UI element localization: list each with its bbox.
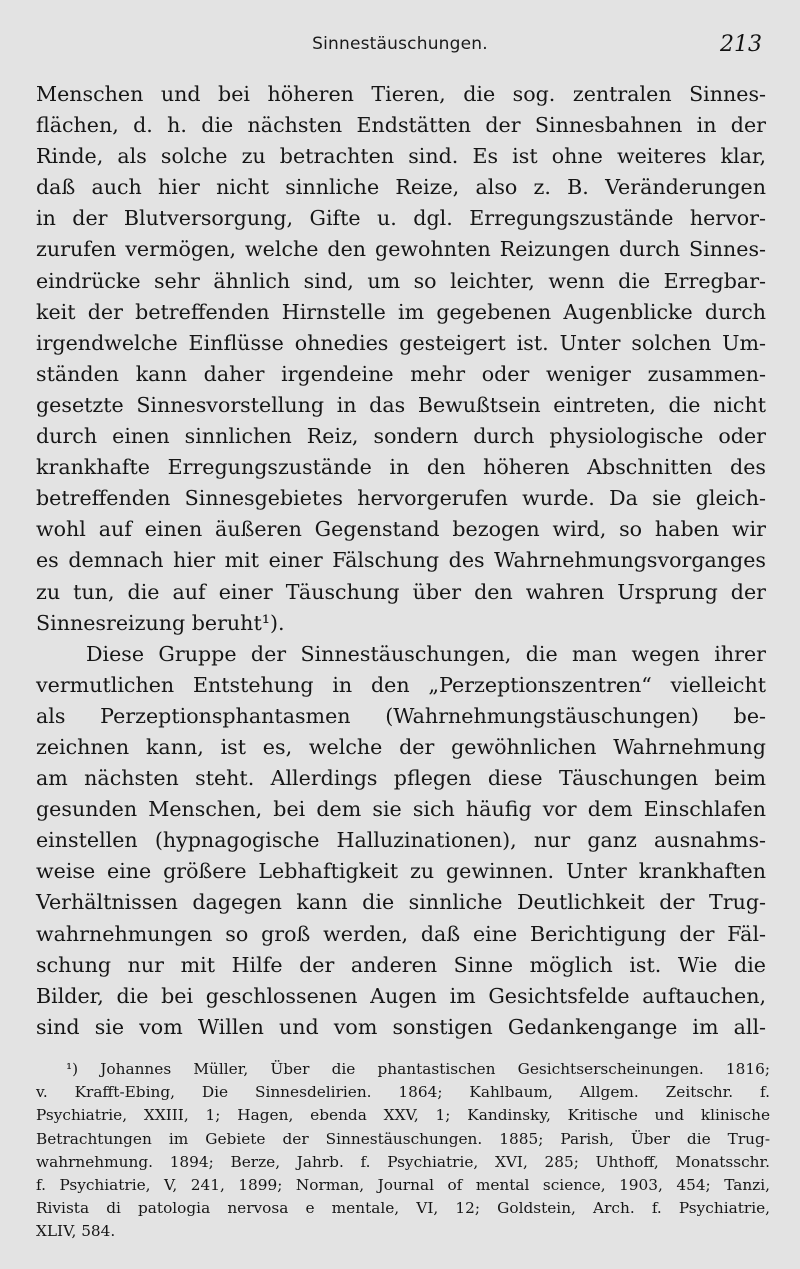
text-line: weise eine größere Lebhaftigkeit zu gewinnen. Unter krankhaften bbox=[36, 859, 766, 884]
running-head bbox=[0, 30, 800, 60]
text-line: keit der betreffenden Hirnstelle im gegebenen Augenblicke durch bbox=[36, 299, 766, 324]
text-line: betreffenden Sinnesgebietes hervorgerufen wurde. Da sie gleich- bbox=[36, 486, 766, 511]
text-line: Verhältnissen dagegen kann die sinnliche Deutlichkeit der Trug- bbox=[36, 890, 766, 915]
text-line: schung nur mit Hilfe der anderen Sinne möglich ist. Wie die bbox=[36, 952, 766, 977]
page-number: 213 bbox=[720, 32, 762, 57]
footnote-line: wahrnehmung. 1894; Berze, Jahrb. f. Psychiatrie, XVI, 285; Uhthoff, Monatsschr. bbox=[36, 1152, 770, 1171]
text-line: es demnach hier mit einer Fälschung des Wahrnehmungsvorganges bbox=[36, 548, 766, 573]
text-line: zurufen vermögen, welche den gewohnten Reizungen durch Sinnes- bbox=[36, 237, 766, 262]
footnote-line: Psychiatrie, XXIII, 1; Hagen, ebenda XXV, 1; Kandinsky, Kritische und klinische bbox=[36, 1106, 770, 1125]
text-line: einstellen (hypnagogische Halluzinationen), nur ganz ausnahms- bbox=[36, 828, 766, 853]
text-line: durch einen sinnlichen Reiz, sondern durch physiologische oder bbox=[36, 424, 766, 449]
text-line: als Perzeptionsphantasmen (Wahrnehmungstäuschungen) be- bbox=[36, 703, 766, 728]
footnote-line: XLIV, 584. bbox=[36, 1222, 116, 1241]
text-line: krankhafte Erregungszustände in den höheren Abschnitten des bbox=[36, 455, 766, 480]
text-line: eindrücke sehr ähnlich sind, um so leichter, wenn die Erregbar- bbox=[36, 268, 766, 293]
text-line: ständen kann daher irgendeine mehr oder weniger zusammen- bbox=[36, 361, 766, 386]
text-line: daß auch hier nicht sinnliche Reize, also z. B. Veränderungen bbox=[36, 175, 766, 200]
text-line: flächen, d. h. die nächsten Endstätten der Sinnesbahnen in der bbox=[36, 113, 766, 138]
text-line: sind sie vom Willen und vom sonstigen Gedankengange im all- bbox=[36, 1014, 766, 1039]
footnotes bbox=[36, 1058, 770, 1244]
running-title: Sinnestäuschungen. bbox=[312, 34, 488, 54]
text-line: wahrnehmungen so groß werden, daß eine Berichtigung der Fäl- bbox=[36, 921, 766, 946]
footnote-line: f. Psychiatrie, V, 241, 1899; Norman, Journal of mental science, 1903, 454; Tanzi, bbox=[36, 1175, 770, 1194]
text-line: vermutlichen Entstehung in den „Perzeptionszentren“ vielleicht bbox=[36, 672, 766, 697]
text-line: in der Blutversorgung, Gifte u. dgl. Erregungszustände hervor- bbox=[36, 206, 766, 231]
footnote-line: Rivista di patologia nervosa e mentale, VI, 12; Goldstein, Arch. f. Psychiatrie, bbox=[36, 1199, 770, 1218]
text-line: irgendwelche Einflüsse ohnedies gesteigert ist. Unter solchen Um- bbox=[36, 330, 766, 355]
text-line: Rinde, als solche zu betrachten sind. Es ist ohne weiteres klar, bbox=[36, 144, 766, 169]
footnote-line: v. Krafft-Ebing, Die Sinnesdelirien. 1864; Kahlbaum, Allgem. Zeitschr. f. bbox=[36, 1083, 770, 1102]
footnote-line: ¹) Johannes Müller, Über die phantastischen Gesichtserscheinungen. 1816; bbox=[66, 1060, 770, 1078]
footnote-line: Betrachtungen im Gebiete der Sinnestäuschungen. 1885; Parish, Über die Trug- bbox=[36, 1129, 770, 1148]
text-line: gesunden Menschen, bei dem sie sich häufig vor dem Einschlafen bbox=[36, 797, 766, 822]
text-line: Sinnesreizung beruht¹). bbox=[36, 610, 285, 635]
text-line: zu tun, die auf einer Täuschung über den wahren Ursprung der bbox=[36, 579, 766, 604]
text-line: Bilder, die bei geschlossenen Augen im Gesichtsfelde auftauchen, bbox=[36, 983, 766, 1008]
text-line: gesetzte Sinnesvorstellung in das Bewußtsein eintreten, die nicht bbox=[36, 392, 766, 417]
text-line: zeichnen kann, ist es, welche der gewöhnlichen Wahrnehmung bbox=[36, 734, 766, 759]
text-line: Diese Gruppe der Sinnestäuschungen, die man wegen ihrer bbox=[86, 641, 766, 666]
text-line: am nächsten steht. Allerdings pflegen diese Täuschungen beim bbox=[36, 766, 766, 791]
body-text bbox=[36, 79, 766, 1043]
text-line: Menschen und bei höheren Tieren, die sog. zentralen Sinnes- bbox=[36, 82, 766, 106]
text-line: wohl auf einen äußeren Gegenstand bezogen wird, so haben wir bbox=[36, 517, 766, 542]
